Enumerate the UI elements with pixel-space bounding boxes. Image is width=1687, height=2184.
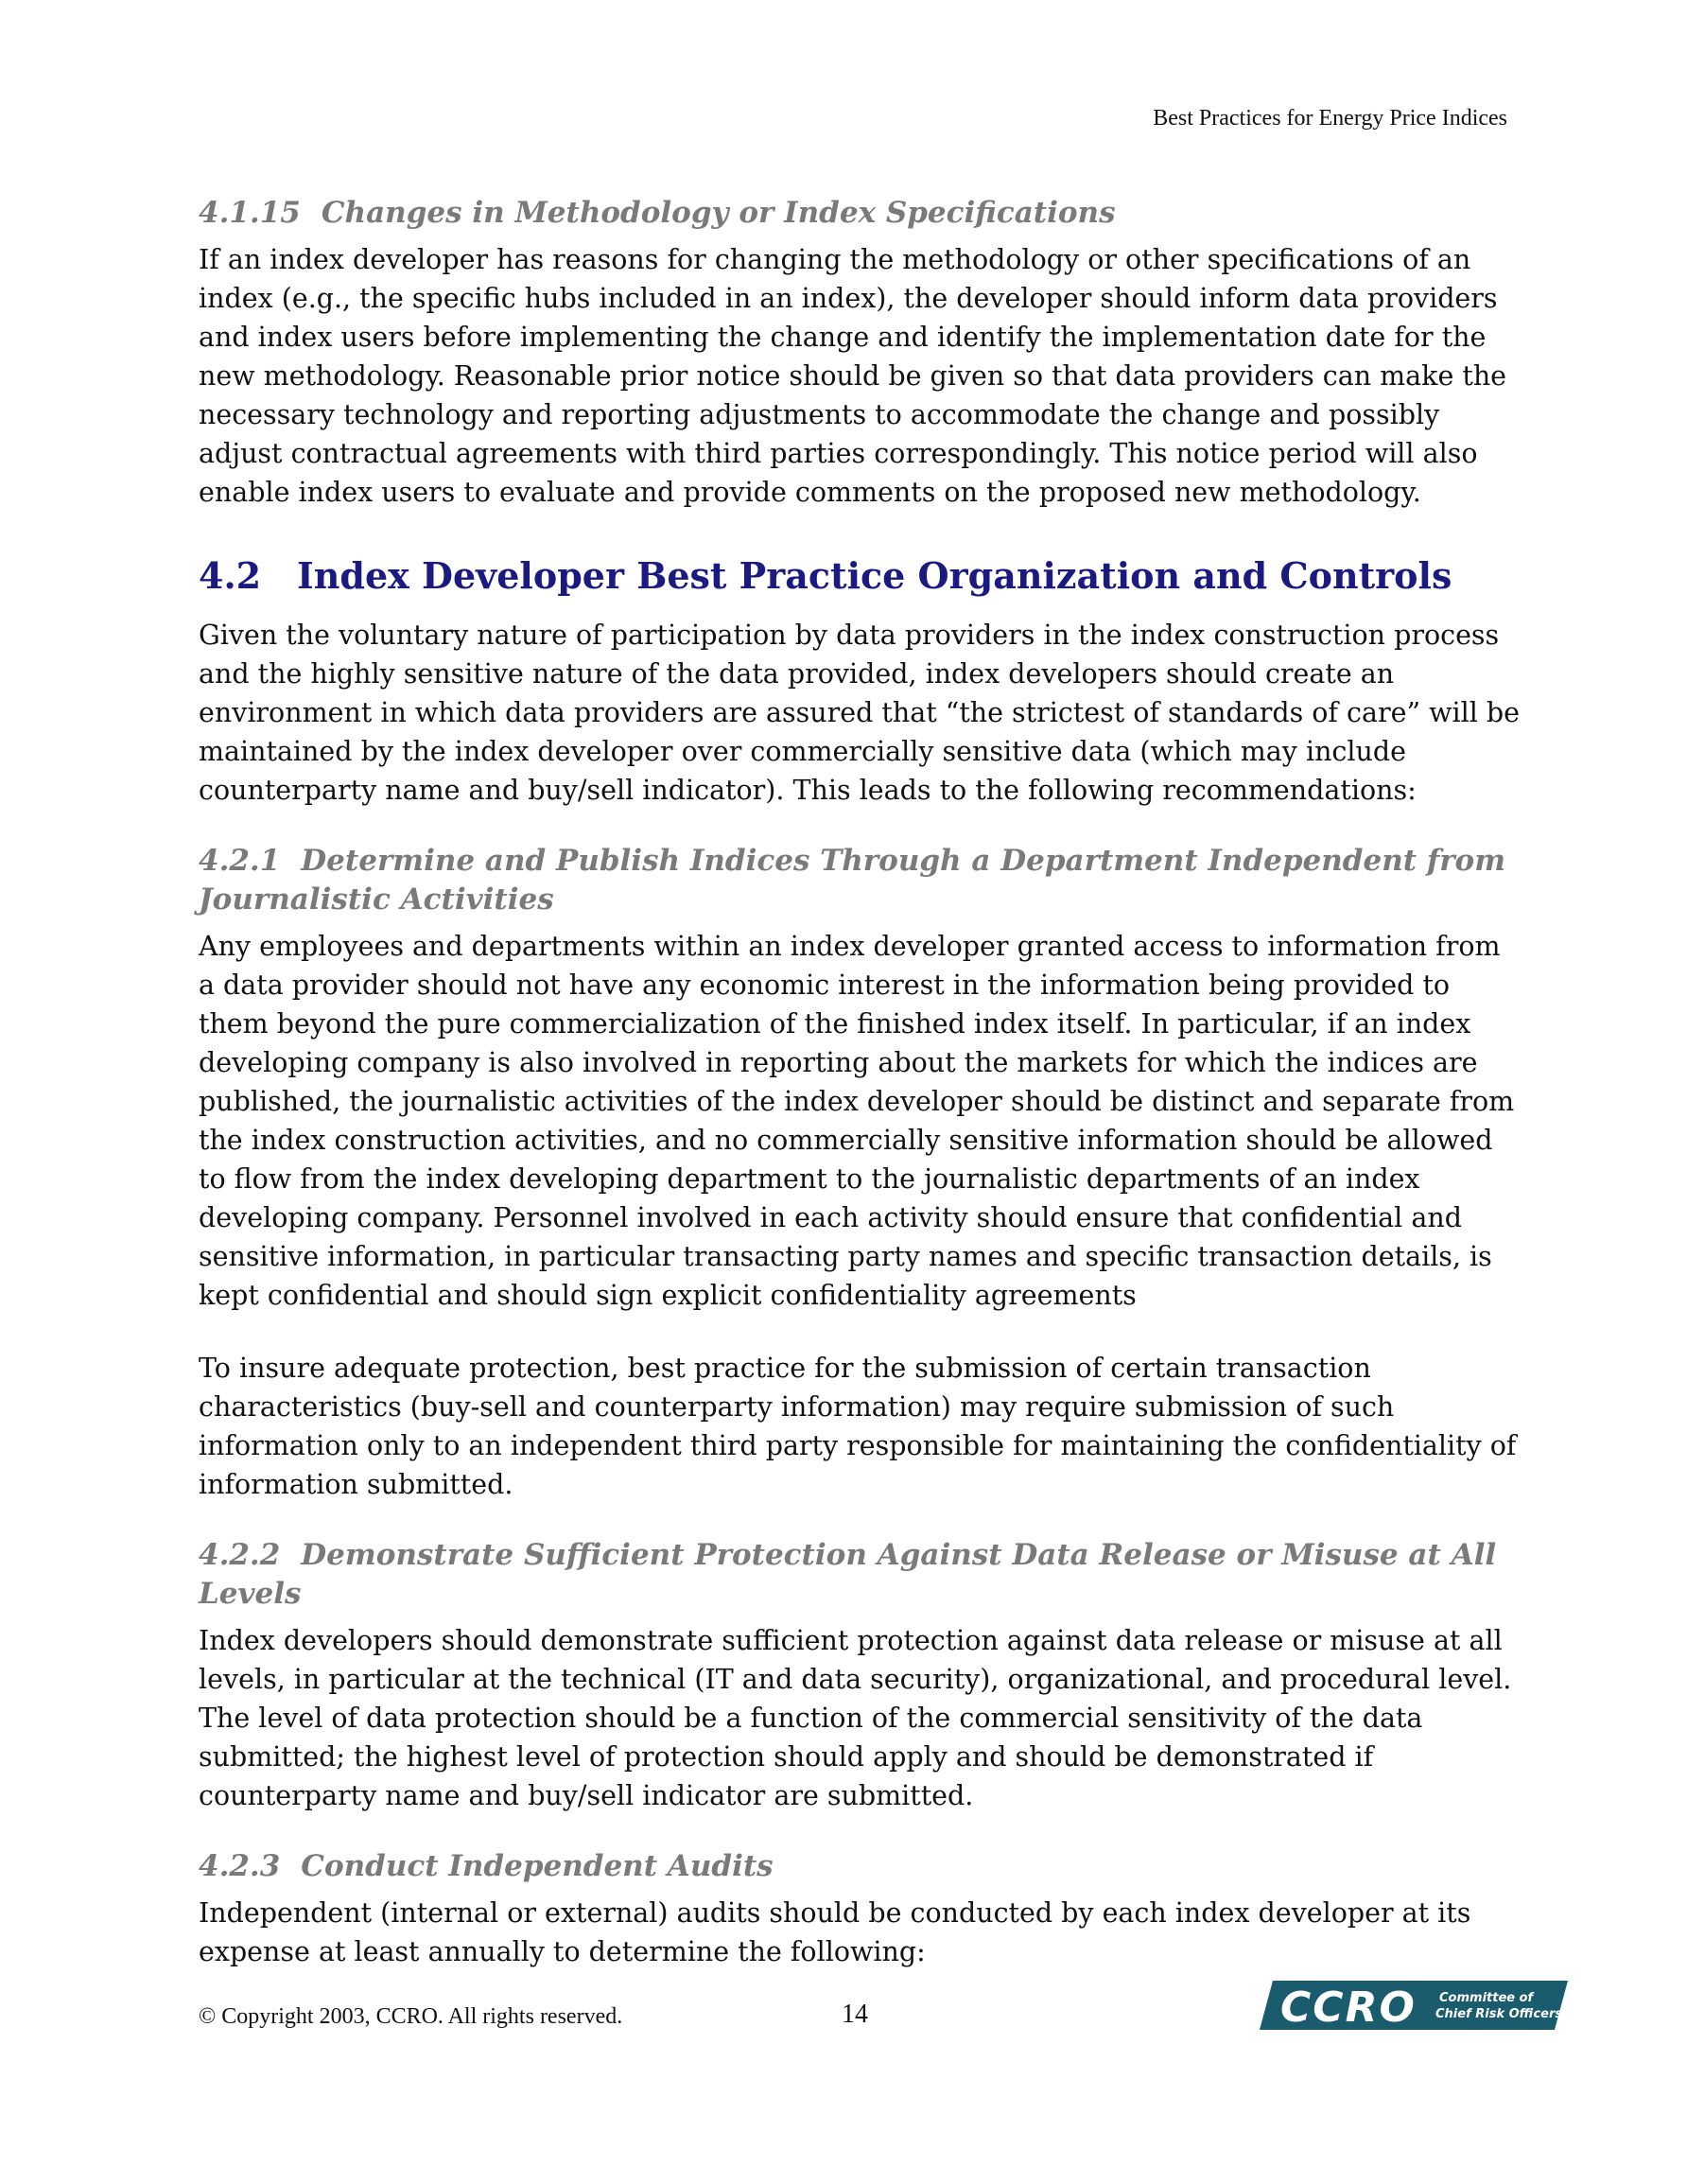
paragraph-4-2-3: Independent (internal or external) audits should be conducted by each index developer at its expense at least annually to determine the following:: [199, 1897, 1471, 1967]
paragraph-4-2-2: Index developers should demonstrate sufficient protection against data release or misuse at all levels, in particular at the technical (IT and data security), organizational, and procedural level. The level of data protection should be a function of the commercial sensitivity of the data submitted; the highest level of protection should apply and should be demonstrated if counterparty name and buy/sell indicator are submitted.: [199, 1625, 1512, 1811]
heading-4-2-1: [199, 842, 1522, 919]
heading-4-2-2: [199, 1536, 1522, 1614]
logo-mark: CCRO: [1280, 1983, 1417, 2032]
heading-title: Index Developer Best Practice Organization and Controls: [297, 554, 1452, 597]
heading-title: Conduct Independent Audits: [301, 1849, 774, 1883]
heading-number: 4.2.1: [199, 844, 281, 878]
page-number: 14: [842, 2000, 868, 2029]
ccro-logo: [1260, 1979, 1568, 2032]
running-header: Best Practices for Energy Price Indices: [1153, 106, 1507, 131]
heading-number: 4.2: [199, 554, 262, 597]
page-content: [199, 194, 1522, 1990]
paragraph-4-1-15: If an index developer has reasons for changing the methodology or other specifications of an index (e.g., the specific hubs included in an index), the developer should inform data providers and index users before implementing the change and identify the implementation date for the new methodology. Reasonable prior notice should be given so that data providers can make the necessary technology and reporting adjustments to accommodate the change and possibly adjust contractual agreements with third parties correspondingly. This notice period will also enable index users to evaluate and provide comments on the proposed new methodology.: [199, 244, 1507, 508]
paragraph-4-2-1-b: To insure adequate protection, best practice for the submission of certain transaction characteristics (buy-sell and counterparty information) may require submission of such information only to an independent third party responsible for maintaining the confidentiality of information submitted.: [199, 1353, 1517, 1500]
heading-4-1-15: [199, 194, 1522, 233]
heading-number: 4.2.3: [199, 1849, 281, 1883]
heading-number: 4.1.15: [199, 196, 301, 230]
heading-title: Changes in Methodology or Index Specifications: [321, 196, 1116, 230]
logo-line-2: Chief Risk Officers: [1435, 2007, 1563, 2021]
paragraph-4-2: Given the voluntary nature of participation by data providers in the index construction process and the highly sensitive nature of the data provided, index developers should create an environment in which data providers are assured that “the strictest of standards of care” will be maintained by the index developer over commercially sensitive data (which may include counterparty name and buy/sell indicator). This leads to the following recommendations:: [199, 620, 1521, 806]
heading-4-2-3: [199, 1847, 1522, 1886]
heading-title: Demonstrate Sufficient Protection Against Data Release or Misuse at All Levels: [199, 1538, 1497, 1611]
logo-line-1: Committee of: [1439, 1991, 1534, 2005]
heading-4-2: [199, 553, 1522, 599]
heading-title: Determine and Publish Indices Through a Department Independent from Journalistic Activities: [199, 844, 1506, 917]
paragraph-4-2-1-a: Any employees and departments within an index developer granted access to information from a data provider should not have any economic interest in the information being provided to them beyond the pure commercialization of the finished index itself. In particular, if an index developing company is also involved in reporting about the markets for which the indices are published, the journalistic activities of the index developer should be distinct and separate from the index construction activities, and no commercially sensitive information should be allowed to flow from the index developing department to the journalistic departments of an index developing company. Personnel involved in each activity should ensure that confidential and sensitive information, in particular transacting party names and specific transaction details, is kept confidential and should sign explicit confidentiality agreements: [199, 931, 1515, 1311]
footer-copyright: © Copyright 2003, CCRO. All rights reserved.: [199, 2004, 623, 2029]
heading-number: 4.2.2: [199, 1538, 281, 1572]
